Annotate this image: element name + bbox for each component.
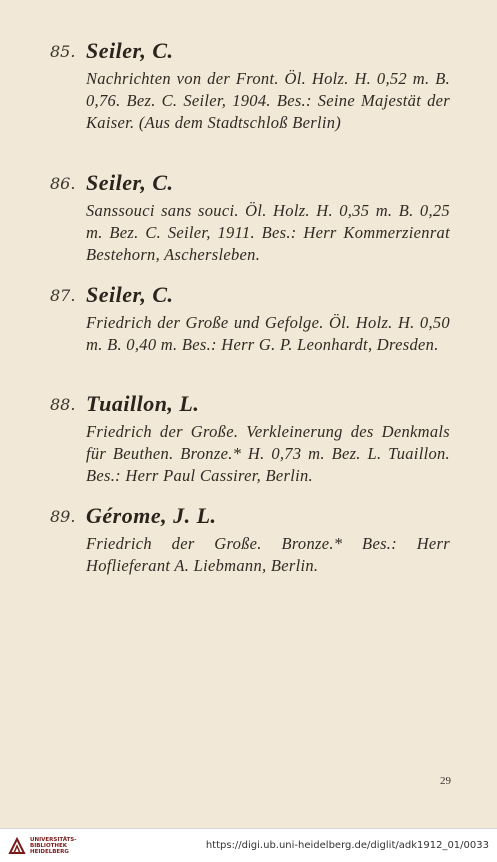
logo-line: BIBLIOTHEK	[30, 842, 68, 849]
entry-artist: Seiler, C.	[86, 282, 174, 307]
permalink-url[interactable]: https://digi.ub.uni-heidelberg.de/diglit/adk1912_01/0033	[205, 840, 489, 851]
entry-description: Friedrich der Große. Bronze.* Bes.: Herr Hoflieferant A. Liebmann, Berlin.	[86, 534, 450, 575]
entry-number: 86.	[50, 174, 76, 193]
entry-number: 88.	[50, 395, 76, 414]
entry-artist: Tuaillon, L.	[86, 391, 200, 416]
entry-artist: Seiler, C.	[86, 170, 174, 195]
entry-artist: Seiler, C.	[86, 38, 174, 63]
library-logo-icon	[8, 837, 26, 855]
library-logo[interactable]	[8, 837, 77, 855]
entry-description: Sanssouci sans souci. Öl. Holz. H. 0,35 m. B. 0,25 m. Bez. C. Seiler, 1911. Bes.: Herr Kommerzienrat Bestehorn, Aschersleben.	[86, 201, 450, 264]
entry-description: Friedrich der Große und Gefolge. Öl. Holz. H. 0,50 m. B. 0,40 m. Bes.: Herr G. P. Leonhardt, Dresden.	[86, 313, 450, 354]
entry-description: Nachrichten von der Front. Öl. Holz. H. 0,52 m. B. 0,76. Bez. C. Seiler, 1904. Bes.: Seine Majestät der Kaiser. (Aus dem Stadtschloß Berlin)	[86, 69, 450, 132]
entry-number: 87.	[50, 286, 76, 305]
page-number: 29	[440, 775, 451, 787]
logo-line: UNIVERSITÄTS-	[30, 836, 77, 843]
viewer-footer	[0, 828, 497, 862]
library-logo-text	[30, 837, 77, 855]
entry-number: 85.	[50, 42, 76, 61]
logo-line: HEIDELBERG	[30, 848, 69, 855]
entry-artist: Gérome, J. L.	[86, 503, 217, 528]
entry-number: 89.	[50, 507, 76, 526]
entry-description: Friedrich der Große. Verkleinerung des Denkmals für Beuthen. Bronze.* H. 0,73 m. Bez. L. Tuaillon. Bes.: Herr Paul Cassirer, Berlin.	[86, 422, 450, 485]
